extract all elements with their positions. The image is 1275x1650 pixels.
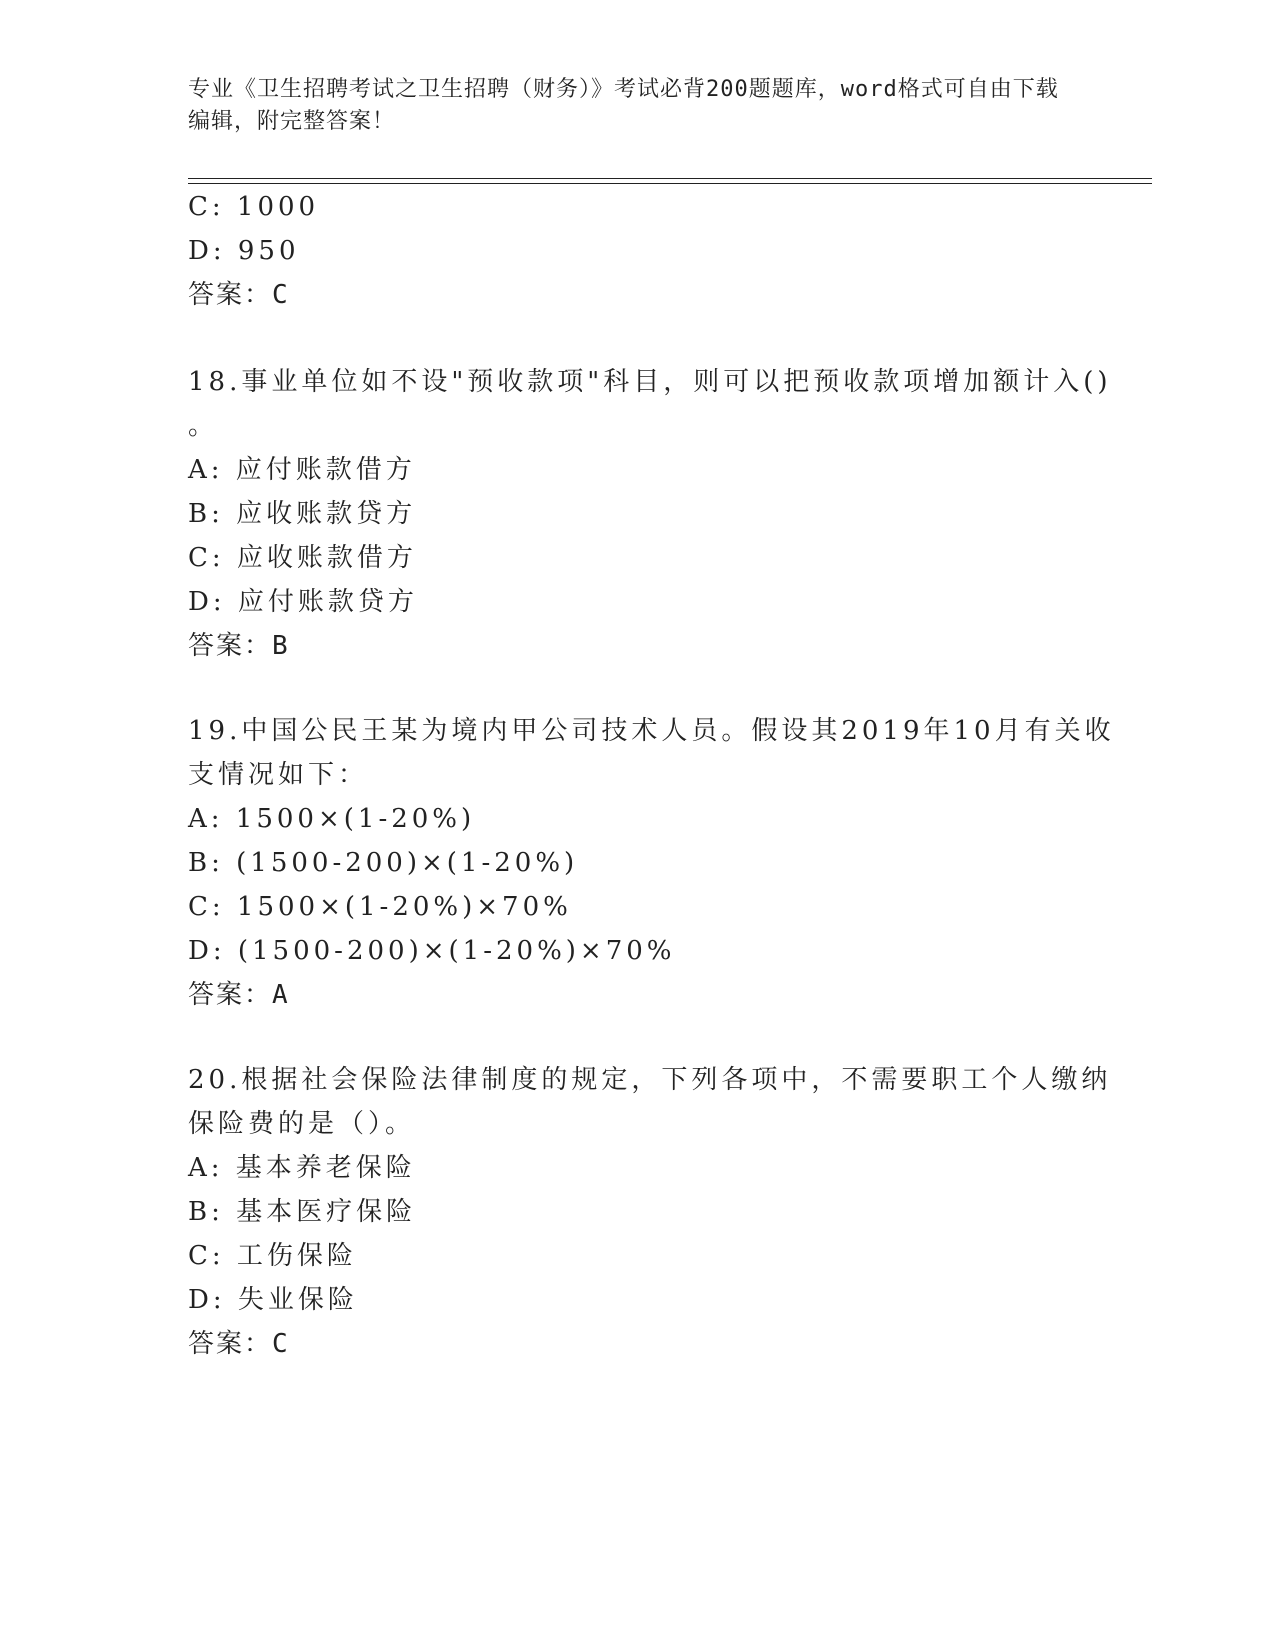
prev-option-d: D: 950 — [188, 236, 300, 266]
q19-option-c: C: 1500×(1-20%)×70% — [188, 892, 572, 922]
q19-option-d: D: (1500-200)×(1-20%)×70% — [188, 936, 676, 966]
q18-option-a: A: 应付账款借方 — [188, 455, 416, 485]
q20-stem-line1: 20.根据社会保险法律制度的规定，下列各项中，不需要职工个人缴纳 — [188, 1065, 1112, 1095]
prev-option-c: C: 1000 — [188, 192, 320, 222]
q20-option-c: C: 工伤保险 — [188, 1241, 357, 1271]
q18-stem-line1: 18.事业单位如不设"预收款项"科目，则可以把预收款项增加额计入() — [188, 367, 1112, 397]
q19-stem-line2: 支情况如下： — [188, 760, 369, 790]
q20-stem-line2: 保险费的是（）。 — [188, 1109, 416, 1139]
q20-answer: 答案：C — [188, 1329, 290, 1359]
q19-option-a: A: 1500×(1-20%) — [188, 804, 476, 834]
header-rule-top — [188, 178, 1152, 179]
q18-answer: 答案：B — [188, 631, 290, 661]
header-rule-bottom — [188, 183, 1152, 184]
q18-option-d: D: 应付账款贷方 — [188, 587, 418, 617]
q19-stem-line1: 19.中国公民王某为境内甲公司技术人员。假设其2019年10月有关收 — [188, 716, 1115, 746]
q18-option-b: B: 应收账款贷方 — [188, 499, 417, 529]
q18-option-c: C: 应收账款借方 — [188, 543, 417, 573]
document-header: 专业《卫生招聘考试之卫生招聘（财务）》考试必背200题题库，word格式可自由下载编辑，附完整答案！ — [188, 77, 1059, 134]
q19-option-b: B: (1500-200)×(1-20%) — [188, 848, 579, 878]
q20-option-b: B: 基本医疗保险 — [188, 1197, 417, 1227]
q19-answer: 答案：A — [188, 980, 290, 1010]
q20-option-d: D: 失业保险 — [188, 1285, 358, 1315]
q20-option-a: A: 基本养老保险 — [188, 1153, 416, 1183]
prev-answer: 答案：C — [188, 280, 290, 310]
q18-stem-line2: 。 — [188, 411, 219, 441]
